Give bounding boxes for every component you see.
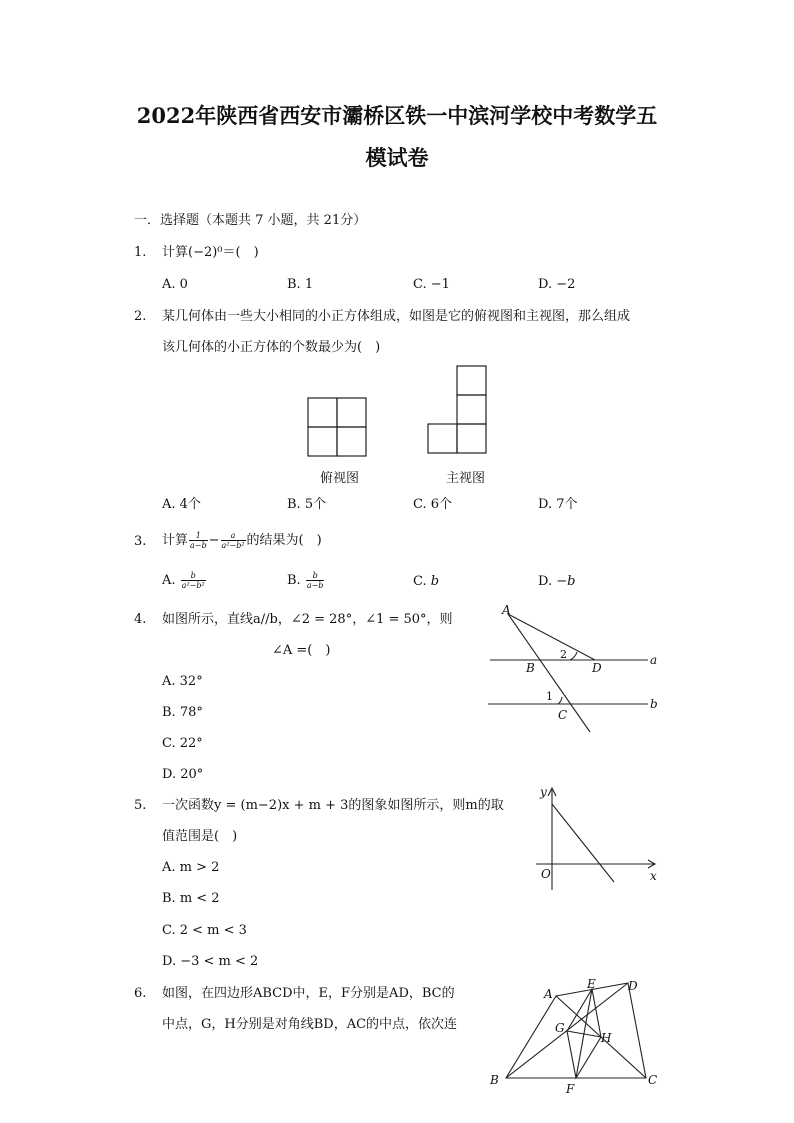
q1-number: 1. xyxy=(134,245,147,260)
label-D: D xyxy=(592,661,602,675)
q5-option-c: C. 2 < m < 3 xyxy=(162,923,247,938)
label-H: H xyxy=(601,1031,612,1045)
q6-number: 6. xyxy=(134,986,147,1001)
q3-option-a-label: A. xyxy=(162,573,176,588)
label-line-a: a xyxy=(650,653,658,667)
q1-option-a: A. 0 xyxy=(162,277,188,292)
q5-option-d: D. −3 < m < 2 xyxy=(162,954,259,969)
q2-stem-line2: 该几何体的小正方体的个数最少为( ) xyxy=(162,340,381,355)
label-F: F xyxy=(566,1082,575,1096)
q2-top-view-label: 俯视图 xyxy=(320,471,360,486)
q3-option-b-numerator: b xyxy=(306,571,325,581)
label-D: D xyxy=(628,979,638,993)
label-E: E xyxy=(587,977,596,991)
q5-option-b: B. m < 2 xyxy=(162,891,220,906)
q3-option-d xyxy=(538,573,575,591)
q5-number: 5. xyxy=(134,798,147,813)
q3-option-a xyxy=(162,566,207,596)
q3-option-c xyxy=(413,573,439,591)
q3-option-a-denominator: a²−b² xyxy=(181,581,205,590)
q3-stem xyxy=(162,526,322,556)
q3-minus: − xyxy=(208,533,220,548)
quadrilateral-ABCD xyxy=(506,983,646,1078)
q3-option-c-label: C. xyxy=(413,574,427,589)
label-C: C xyxy=(648,1073,658,1087)
q2-option-b: B. 5个 xyxy=(287,497,327,512)
q4-stem-line2: ∠A =( ) xyxy=(272,643,331,658)
function-graph xyxy=(552,804,614,882)
q3-option-a-numerator: b xyxy=(181,571,206,581)
q4-option-c: C. 22° xyxy=(162,736,203,751)
label-A: A xyxy=(544,987,553,1001)
q3-number: 3. xyxy=(134,534,147,549)
q6-figure xyxy=(484,970,674,1100)
q2-option-d: D. 7个 xyxy=(538,497,578,512)
q2-option-c: C. 6个 xyxy=(413,497,453,512)
q6-stem-line1: 如图，在四边形ABCD中，E，F分别是AD，BC的 xyxy=(162,986,455,1001)
q5-stem-line1: 一次函数y = (m−2)x + m + 3的图象如图所示，则m的取 xyxy=(162,798,504,813)
q4-stem-line1: 如图所示，直线a//b，∠2 = 28°，∠1 = 50°，则 xyxy=(162,612,453,627)
q6-stem-line2: 中点，G，H分别是对角线BD，AC的中点，依次连 xyxy=(162,1017,458,1032)
q5-figure xyxy=(528,782,668,892)
q5-option-a: A. m > 2 xyxy=(162,860,220,875)
label-B: B xyxy=(526,661,535,675)
q1-option-b: B. 1 xyxy=(287,277,314,292)
label-G: G xyxy=(555,1021,565,1035)
q2-option-a: A. 4个 xyxy=(162,497,201,512)
q3-option-b xyxy=(287,566,325,596)
q5-stem-line2: 值范围是( ) xyxy=(162,829,238,844)
label-angle-2: 2 xyxy=(560,648,567,661)
label-x: x xyxy=(650,869,657,883)
q3-fraction-2 xyxy=(221,531,246,550)
label-C: C xyxy=(558,708,568,722)
exam-title-line1: 2022年陕西省西安市灞桥区铁一中滨河学校中考数学五 xyxy=(136,103,658,128)
q4-option-a: A. 32° xyxy=(162,674,203,689)
segment-AD xyxy=(508,614,595,660)
q4-figure xyxy=(480,600,670,740)
angle-1-arc xyxy=(558,697,562,704)
q3-fraction-1 xyxy=(189,531,208,550)
q4-number: 4. xyxy=(134,612,147,627)
q1-stem: 计算(−2)⁰＝( ) xyxy=(162,245,259,260)
q3-frac2-numerator: a xyxy=(221,531,246,541)
q3-option-a-fraction xyxy=(181,571,206,590)
q3-frac1-denominator: a−b xyxy=(190,541,207,550)
q4-option-d: D. 20° xyxy=(162,767,204,782)
label-line-b: b xyxy=(650,697,658,711)
front-view-grid xyxy=(428,366,486,453)
q1-option-c: C. −1 xyxy=(413,277,450,292)
q2-figure xyxy=(300,360,500,460)
q2-number: 2. xyxy=(134,309,147,324)
q1-option-d: D. −2 xyxy=(538,277,576,292)
q3-stem-pre: 计算 xyxy=(162,533,189,548)
label-B: B xyxy=(490,1073,499,1087)
q3-option-d-label: D. xyxy=(538,574,553,589)
q3-frac1-numerator: 1 xyxy=(189,531,208,541)
q2-stem-line1: 某几何体由一些大小相同的小正方体组成，如图是它的俯视图和主视图，那么组成 xyxy=(162,309,631,324)
q3-option-b-label: B. xyxy=(287,573,301,588)
q4-option-b: B. 78° xyxy=(162,705,203,720)
q3-frac2-denominator: a²−b² xyxy=(221,541,245,550)
q2-front-view-label: 主视图 xyxy=(446,471,486,486)
section-header: 一．选择题（本题共 7 小题，共 21分） xyxy=(134,213,367,228)
angle-2-arc xyxy=(570,652,577,660)
label-angle-1: 1 xyxy=(546,690,553,703)
label-origin: O xyxy=(541,867,551,881)
q3-option-b-denominator: a−b xyxy=(306,581,324,590)
transversal-AC xyxy=(508,614,590,732)
q3-option-b-fraction xyxy=(306,571,325,590)
label-y: y xyxy=(540,785,547,799)
top-view-grid xyxy=(308,398,366,456)
q3-stem-post: 的结果为( ) xyxy=(246,533,322,548)
q3-option-d-text: −b xyxy=(556,574,576,589)
q3-option-c-text: b xyxy=(430,574,440,589)
label-A: A xyxy=(502,603,511,617)
exam-title-line2: 模试卷 xyxy=(365,145,429,170)
